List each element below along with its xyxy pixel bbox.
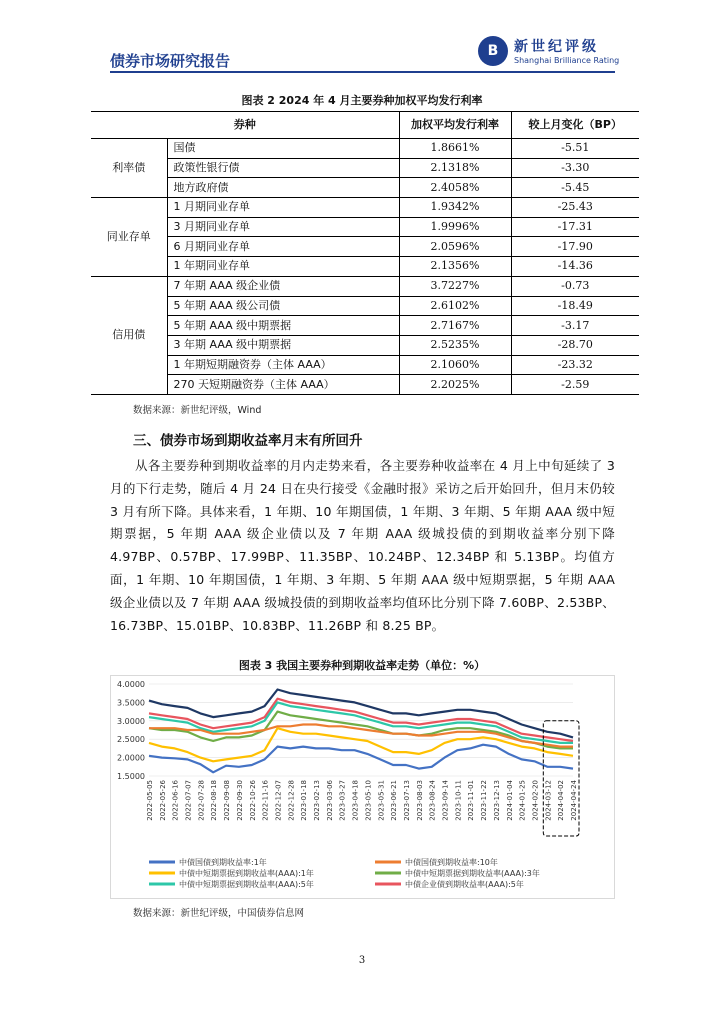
issuance-rate-table xyxy=(91,111,639,395)
brand-logo xyxy=(478,34,618,70)
y-tick-label: 1.5000 xyxy=(117,772,145,781)
page-number: 3 xyxy=(358,955,366,966)
rate-cell: 1.9342% xyxy=(399,198,511,218)
rate-cell: 2.2025% xyxy=(399,375,511,395)
x-tick-label: 2022-05-05 xyxy=(146,780,154,821)
y-tick-label: 3.5000 xyxy=(117,698,145,708)
x-tick-label: 2023-11-22 xyxy=(480,780,489,821)
change-cell: -3.17 xyxy=(511,316,639,336)
header-change: 较上月变化（BP） xyxy=(511,112,639,139)
logo-english-name: Shanghai Brilliance Rating xyxy=(514,56,620,65)
series-line-0 xyxy=(149,745,573,773)
instrument-cell: 3 月期同业存单 xyxy=(167,217,399,237)
logo-chinese-name: 新世纪评级 xyxy=(514,39,599,55)
x-tick-label: 2023-10-11 xyxy=(454,780,463,821)
instrument-cell: 5 年期 AAA 级中期票据 xyxy=(167,316,399,336)
change-cell: -25.43 xyxy=(511,198,639,218)
instrument-cell: 7 年期 AAA 级企业债 xyxy=(167,276,399,296)
change-cell: -2.59 xyxy=(511,375,639,395)
table-row xyxy=(91,158,639,178)
rate-cell: 2.1356% xyxy=(399,257,511,277)
x-tick-label: 2022-07-07 xyxy=(184,780,193,821)
table-row xyxy=(91,217,639,237)
x-tick-label: 2022-07-28 xyxy=(197,780,206,821)
legend-label: 中债国债到期收益率:1年 xyxy=(179,858,267,867)
legend-label: 中债企业债到期收益率(AAA):5年 xyxy=(405,880,524,889)
change-cell: -5.51 xyxy=(511,139,639,159)
x-tick-label: 2023-07-13 xyxy=(402,780,411,821)
rate-cell: 2.5235% xyxy=(399,335,511,355)
x-tick-label: 2023-08-24 xyxy=(428,780,437,821)
table-row xyxy=(91,139,639,159)
change-cell: -3.30 xyxy=(511,158,639,178)
instrument-cell: 地方政府债 xyxy=(167,178,399,198)
x-tick-label: 2022-10-26 xyxy=(248,780,257,821)
category-cell: 信用债 xyxy=(91,276,167,394)
change-cell: -18.49 xyxy=(511,296,639,316)
body-paragraph: 从各主要券种到期收益率的月内走势来看，各主要券种收益率在 4 月上中旬延续了 3 月的下行走势，随后 4 月 24 日在央行接受《金融时报》采访之后开始回升，但月末仍较 3 月有所下降。具体来看，1 年期、10 年期国债，1 年期、3 年期、5 年期 AAA 级中短期票据，5 年期 AAA 级企业债以及 7 年期 AAA 级城投债的到期收益率分别下降 4.97BP、0.57BP、17.99BP、11.35BP、10.24BP、12.34BP 和 5.13BP。均值方面，1 年期、10 年期国债，1 年期、3 年期、5 年期 AAA 级中短期票据，5 年期 AAA 级企业债以及 7 年期 AAA 级城投债的到期收益率均值环比分别下降 7.60BP、2.53BP、16.73BP、15.01BP、10.83BP、11.26BP 和 8.25 BP。 xyxy=(110,458,615,633)
legend-label: 中债中短期票据到期收益率(AAA):5年 xyxy=(179,880,314,889)
chart-caption: 图表 3 我国主要券种到期收益率走势（单位：%） xyxy=(238,659,486,672)
x-tick-label: 2024-01-25 xyxy=(518,780,527,821)
rate-cell: 2.1318% xyxy=(399,158,511,178)
table-row xyxy=(91,178,639,198)
x-tick-label: 2022-09-08 xyxy=(223,780,232,821)
table-row xyxy=(91,257,639,277)
table-row xyxy=(91,198,639,218)
x-tick-label: 2022-08-18 xyxy=(210,780,219,821)
change-cell: -17.31 xyxy=(511,217,639,237)
x-tick-label: 2023-04-18 xyxy=(351,780,360,821)
table-row xyxy=(91,276,639,296)
y-tick-label: 2.5000 xyxy=(117,735,145,745)
legend-label: 中债国债到期收益率:10年 xyxy=(405,858,498,867)
rate-cell: 1.9996% xyxy=(399,217,511,237)
section-heading: 三、债券市场到期收益率月末有所回升 xyxy=(133,433,363,449)
x-tick-label: 2023-03-27 xyxy=(338,780,347,821)
legend-label: 中债中短期票据到期收益率(AAA):3年 xyxy=(405,869,540,878)
x-tick-label: 2024-04-02 xyxy=(557,780,566,821)
instrument-cell: 270 天短期融资券（主体 AAA） xyxy=(167,375,399,395)
instrument-cell: 1 年期同业存单 xyxy=(167,257,399,277)
table-source: 数据来源：新世纪评级，Wind xyxy=(133,405,262,416)
category-cell: 同业存单 xyxy=(91,198,167,277)
yield-trend-chart xyxy=(110,675,615,899)
instrument-cell: 政策性银行债 xyxy=(167,158,399,178)
rate-cell: 1.8661% xyxy=(399,139,511,159)
rate-cell: 3.7227% xyxy=(399,276,511,296)
x-tick-label: 2023-09-14 xyxy=(441,780,450,821)
report-title: 债券市场研究报告 xyxy=(110,52,231,70)
y-tick-label: 4.0000 xyxy=(117,680,145,689)
table-row xyxy=(91,296,639,316)
x-tick-label: 2023-08-03 xyxy=(415,780,424,821)
x-tick-label: 2024-01-04 xyxy=(505,780,514,821)
x-tick-label: 2023-06-21 xyxy=(390,780,399,821)
rate-cell: 2.7167% xyxy=(399,316,511,336)
change-cell: -28.70 xyxy=(511,335,639,355)
x-tick-label: 2022-06-16 xyxy=(171,780,180,821)
table-row xyxy=(91,335,639,355)
instrument-cell: 3 年期 AAA 级中期票据 xyxy=(167,335,399,355)
table-row xyxy=(91,316,639,336)
rate-cell: 2.6102% xyxy=(399,296,511,316)
x-tick-label: 2023-11-01 xyxy=(467,780,476,821)
change-cell: -14.36 xyxy=(511,257,639,277)
x-tick-label: 2023-05-31 xyxy=(377,780,386,821)
header-instrument: 券种 xyxy=(91,112,399,139)
x-tick-label: 2023-12-13 xyxy=(492,780,501,821)
x-tick-label: 2024-04-24 xyxy=(570,780,578,821)
x-tick-label: 2023-05-10 xyxy=(364,780,373,821)
x-tick-label: 2024-03-12 xyxy=(544,780,553,821)
x-tick-label: 2024-02-20 xyxy=(531,780,540,821)
y-tick-label: 3.0000 xyxy=(117,716,145,726)
x-tick-label: 2022-09-30 xyxy=(235,780,244,821)
x-tick-label: 2023-02-13 xyxy=(313,780,322,821)
x-tick-label: 2022-05-26 xyxy=(158,780,167,821)
table-row xyxy=(91,355,639,375)
y-tick-label: 2.0000 xyxy=(117,753,145,763)
table-row xyxy=(91,237,639,257)
change-cell: -17.90 xyxy=(511,237,639,257)
header-rate: 加权平均发行利率 xyxy=(399,112,511,139)
x-tick-label: 2023-03-06 xyxy=(325,780,334,821)
instrument-cell: 国债 xyxy=(167,139,399,159)
header-divider xyxy=(110,71,615,73)
x-tick-label: 2023-01-18 xyxy=(300,780,309,821)
instrument-cell: 6 月期同业存单 xyxy=(167,237,399,257)
chart-svg xyxy=(111,676,616,900)
table-row xyxy=(91,375,639,395)
rate-cell: 2.0596% xyxy=(399,237,511,257)
x-tick-label: 2022-12-07 xyxy=(274,780,283,821)
instrument-cell: 5 年期 AAA 级公司债 xyxy=(167,296,399,316)
x-tick-label: 2022-12-28 xyxy=(287,780,296,821)
legend-label: 中债中短期票据到期收益率(AAA):1年 xyxy=(179,869,314,878)
chart-source: 数据来源：新世纪评级，中国债券信息网 xyxy=(133,908,305,919)
x-tick-label: 2022-11-16 xyxy=(261,780,270,821)
rate-cell: 2.4058% xyxy=(399,178,511,198)
change-cell: -0.73 xyxy=(511,276,639,296)
logo-mark: B xyxy=(478,36,508,66)
change-cell: -5.45 xyxy=(511,178,639,198)
instrument-cell: 1 月期同业存单 xyxy=(167,198,399,218)
instrument-cell: 1 年期短期融资券（主体 AAA） xyxy=(167,355,399,375)
category-cell: 利率债 xyxy=(91,139,167,198)
rate-cell: 2.1060% xyxy=(399,355,511,375)
table-caption: 图表 2 2024 年 4 月主要券种加权平均发行利率 xyxy=(241,94,483,107)
change-cell: -23.32 xyxy=(511,355,639,375)
table-body xyxy=(91,139,639,395)
